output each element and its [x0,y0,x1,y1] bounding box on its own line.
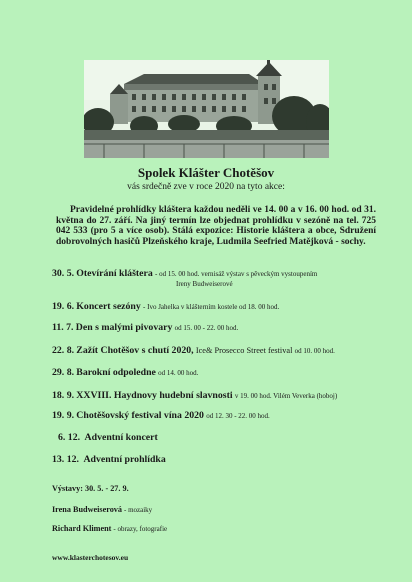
event-row [52,454,166,465]
event-detail-continued: Ireny Budweiserové [176,280,233,288]
page-title: Spolek Klášter Chotěšov [137,165,275,180]
event-date: 18. 9. [52,390,75,401]
artist-work: - mozaiky [123,506,153,514]
event-detail: - Ivo Jahelka v klášterním kostele od 18. 00 hod. [143,303,280,311]
event-row [52,322,238,333]
event-title: Den s malými pivovary [75,322,173,333]
event-row [52,345,335,356]
event-title: Zažít Chotěšov s chutí 2020, [76,345,194,356]
event-title: Barokní odpoledne [76,367,156,378]
artist-name: Irena Budweiserová [52,505,122,514]
intro-text: Pravidelné prohlídky kláštera každou neděli ve 14. 00 a v 16. 00 hod. od 31. května do 27. září. Na jiný termín lze objednat prohlídku v sezóně na tel. 725 042 533 (pro 5 a více osob). Stálá expozice: Historie kláštera a obce, Sdružení dobrovolných hasičů Plzeňského kraje, Ludmila Seefried Matějková - sochy. [56,205,376,247]
event-date: 22. 8. [52,345,75,356]
event-date: 19. 6. [52,301,75,312]
event-row [52,390,337,401]
event-detail: od 12. 30 - 22. 00 hod. [206,412,270,420]
event-date: 29. 8. [52,367,75,378]
page-subtitle: vás srdečně zve v roce 2020 na tyto akce: [127,182,285,192]
event-detail: od 15. 00 - 22. 00 hod. [174,324,239,332]
event-date: 19. 9. [52,410,75,421]
event-extra: Ice& Prosecco Street festival [195,346,293,355]
event-row [52,268,317,279]
event-title: XXVIII. Haydnovy hudební slavnosti [76,390,233,401]
artist-name: Richard Kliment [52,524,112,533]
event-title: Chotěšovský festival vína 2020 [76,410,204,421]
event-detail: - od 15. 00 hod. vernisáž výstav s pěveckým vystoupením [155,270,318,278]
event-date: 11. 7. [52,322,74,333]
event-detail: v 19. 00 hod. Vilém Veverka (hoboj) [234,392,338,400]
event-detail: od 14. 00 hod. [158,369,199,377]
event-row [52,410,270,421]
monastery-photo [84,60,329,158]
event-detail: od 10. 00 hod. [294,347,335,355]
exhibitions-label: Výstavy: 30. 5. - 27. 9. [52,484,129,493]
event-row [52,367,198,378]
event-date: 30. 5. [52,268,75,279]
event-date: 6. 12. [58,432,81,443]
exhibition-artist [52,524,167,533]
event-title: Otevírání kláštera [76,268,153,279]
event-row [52,301,279,312]
exhibition-artist [52,505,152,514]
intro-paragraph [56,205,376,247]
event-title: Adventní koncert [84,432,158,443]
event-row [58,432,158,443]
artist-work: - obrazy, fotografie [113,525,168,533]
event-title: Koncert sezóny [76,301,141,312]
event-title: Adventní prohlídka [83,454,166,465]
website-link[interactable]: www.klasterchotesov.eu [52,553,129,562]
event-date: 13. 12. [52,454,79,465]
